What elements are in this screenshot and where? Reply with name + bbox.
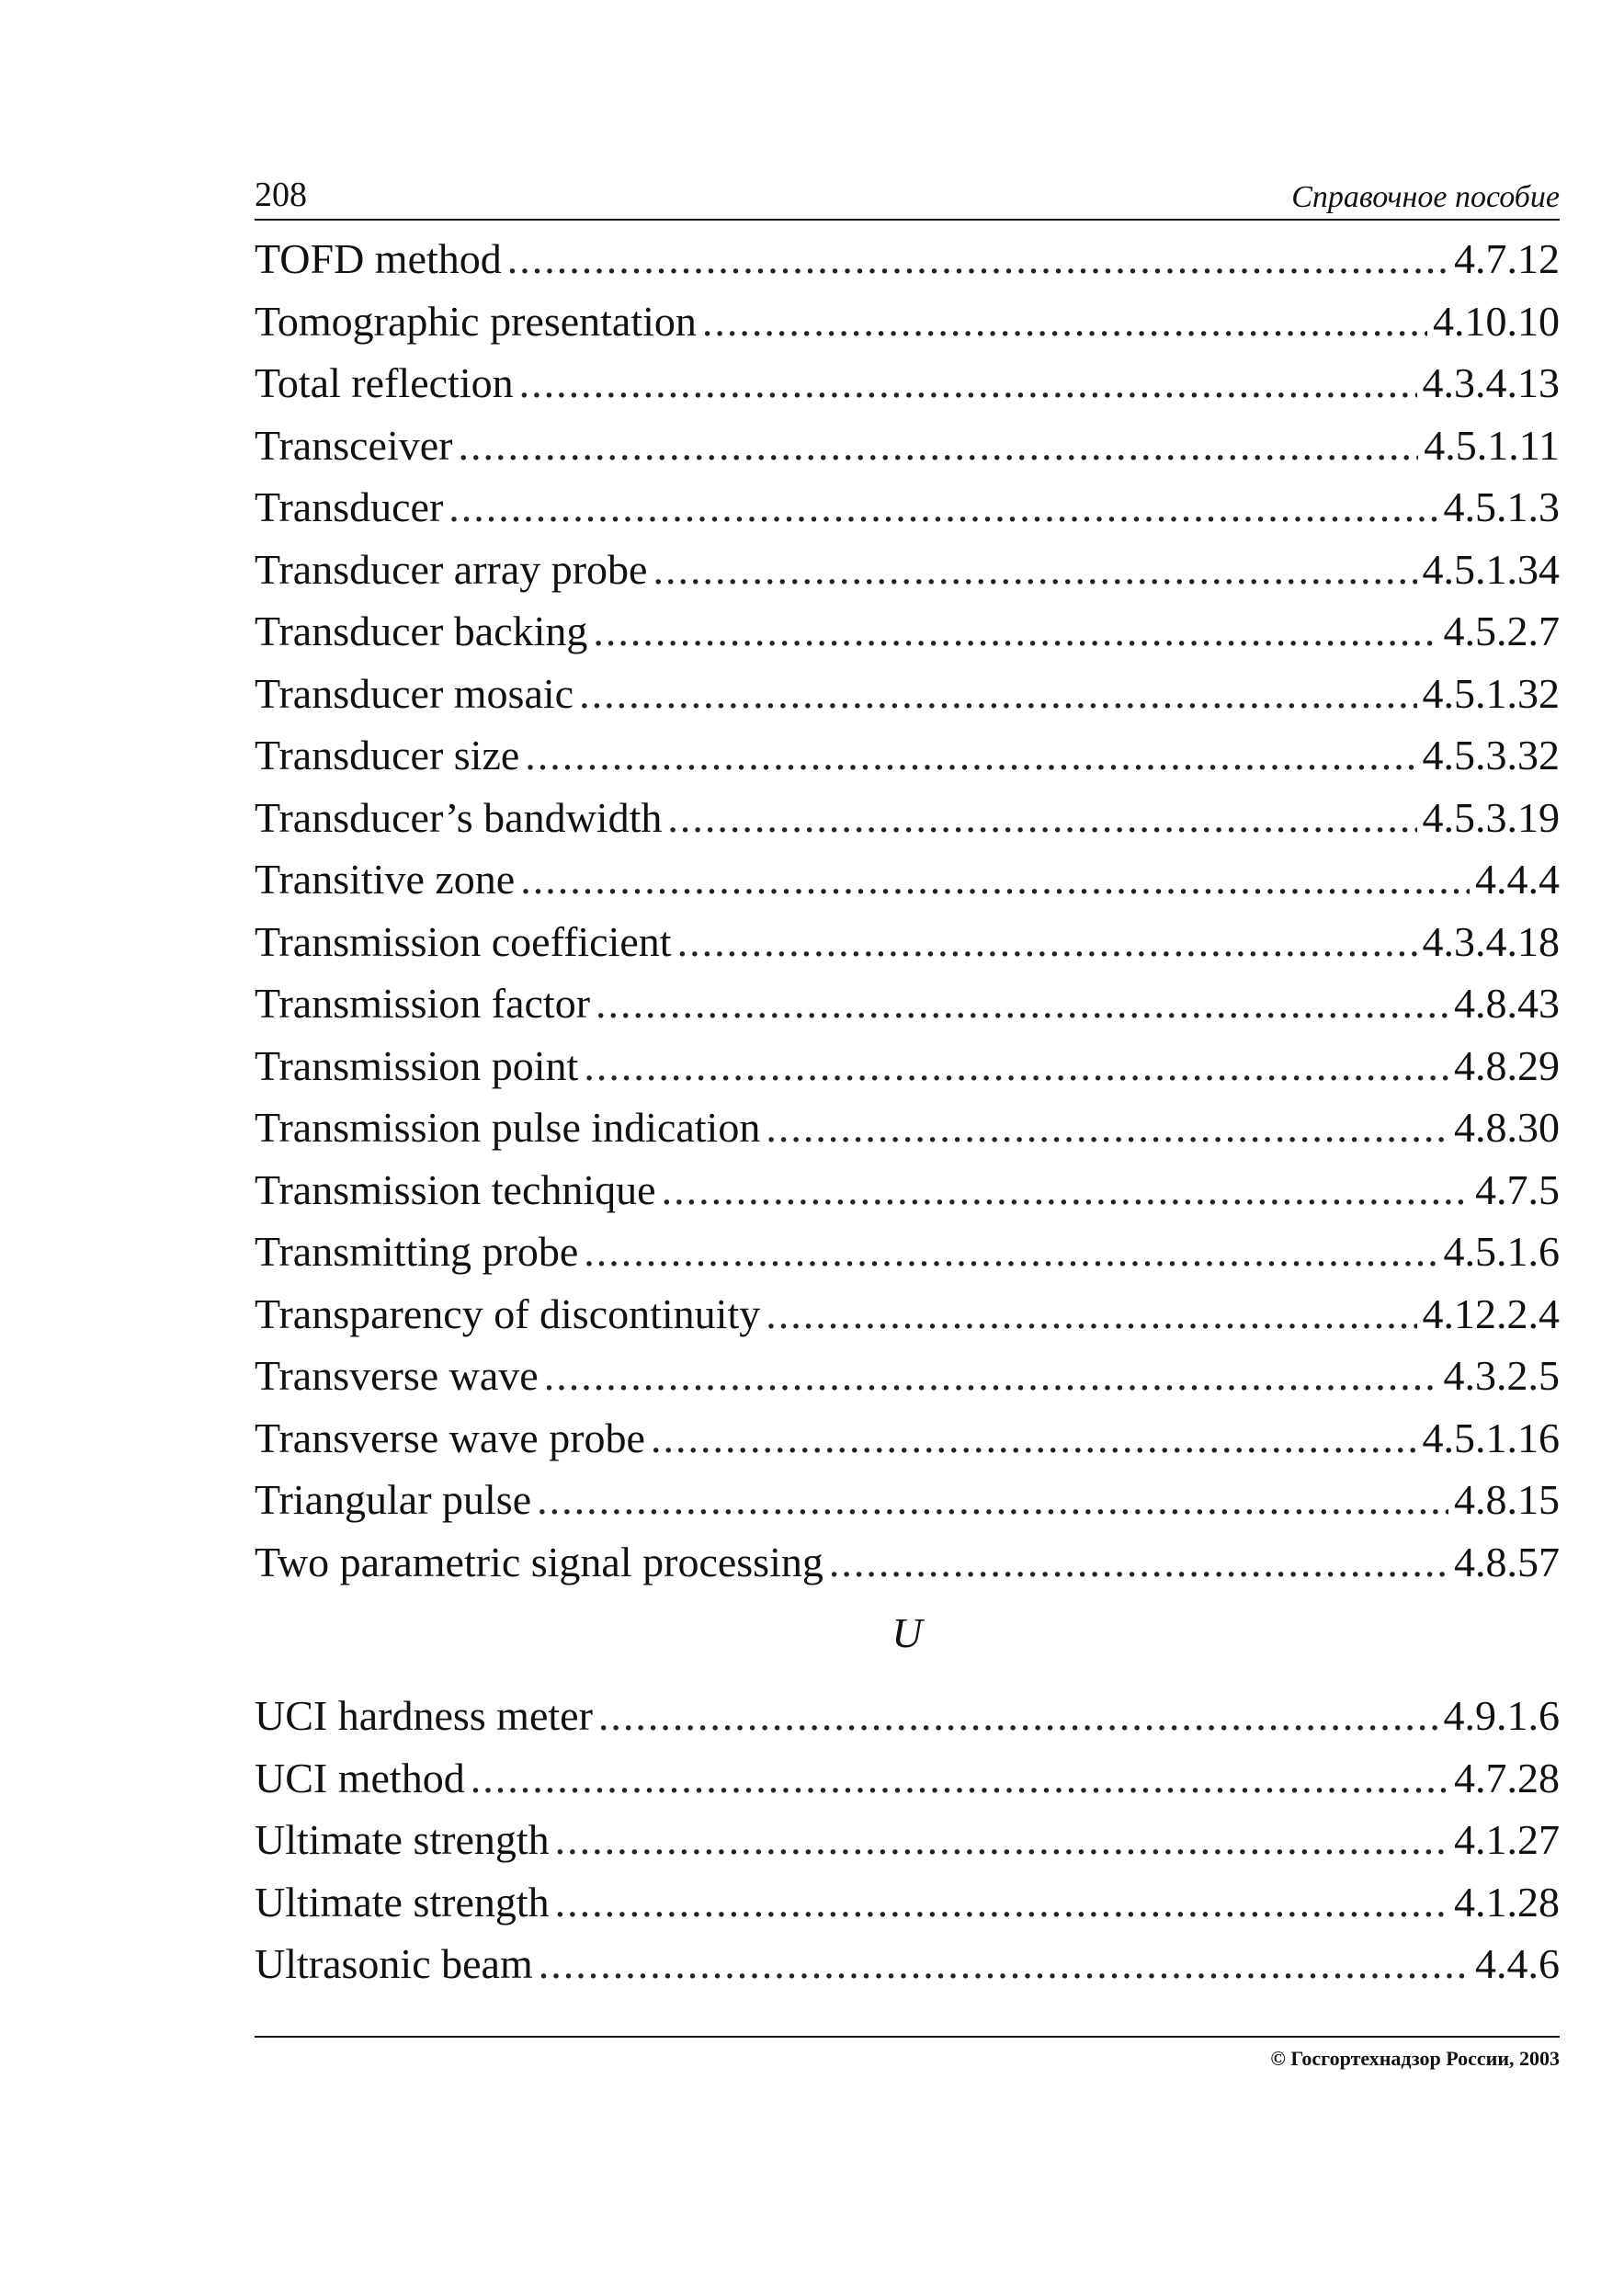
dot-leader bbox=[471, 1747, 1448, 1810]
entry-term: Transducer size bbox=[255, 732, 520, 778]
entry-reference: 4.9.1.6 bbox=[1443, 1692, 1560, 1739]
entry-term: TOFD method bbox=[255, 235, 502, 282]
index-entry bbox=[255, 911, 1560, 973]
dot-leader bbox=[829, 1531, 1448, 1594]
index-entry bbox=[255, 600, 1560, 663]
dot-leader bbox=[579, 663, 1416, 725]
entry-term: Transducer array probe bbox=[255, 545, 648, 593]
index-entry bbox=[255, 1407, 1560, 1470]
entry-term: Triangular pulse bbox=[255, 1476, 532, 1523]
entry-reference: 4.8.57 bbox=[1454, 1538, 1560, 1585]
index-entry bbox=[255, 1096, 1560, 1159]
index-group bbox=[255, 1685, 1560, 1995]
entry-reference: 4.4.4 bbox=[1475, 856, 1560, 903]
index-entry bbox=[255, 972, 1560, 1035]
dot-leader bbox=[598, 1685, 1438, 1747]
entry-term: Ultimate strength bbox=[255, 1878, 550, 1926]
entry-reference: 4.8.43 bbox=[1454, 980, 1560, 1027]
entry-reference: 4.7.12 bbox=[1454, 235, 1560, 282]
dot-leader bbox=[702, 290, 1427, 353]
entry-term: Transmitting probe bbox=[255, 1228, 579, 1275]
dot-leader bbox=[766, 1283, 1416, 1346]
dot-leader bbox=[449, 476, 1437, 539]
entry-term: Transmission pulse indication bbox=[255, 1104, 761, 1151]
dot-leader bbox=[596, 972, 1448, 1035]
index-entry bbox=[255, 1283, 1560, 1346]
dot-leader bbox=[667, 787, 1416, 849]
index-entry bbox=[255, 663, 1560, 725]
entry-term: Transducer bbox=[255, 483, 444, 530]
entry-term: UCI hardness meter bbox=[255, 1692, 593, 1739]
entry-term: Transmission technique bbox=[255, 1165, 656, 1213]
index-body bbox=[255, 228, 1560, 1995]
entry-reference: 4.12.2.4 bbox=[1422, 1290, 1560, 1337]
entry-reference: 4.5.3.19 bbox=[1422, 793, 1560, 841]
index-entry bbox=[255, 724, 1560, 787]
entry-reference: 4.3.4.13 bbox=[1422, 359, 1560, 406]
dot-leader bbox=[677, 911, 1417, 973]
section-title: Справочное пособие bbox=[1291, 180, 1560, 214]
entry-term: Transitive zone bbox=[255, 856, 516, 903]
index-entry bbox=[255, 539, 1560, 601]
footer-copyright: © Госгортехнадзор России, 2003 bbox=[255, 2036, 1560, 2071]
index-entry bbox=[255, 1035, 1560, 1097]
dot-leader bbox=[544, 1345, 1438, 1407]
dot-leader bbox=[525, 724, 1416, 787]
entry-reference: 4.5.1.16 bbox=[1422, 1414, 1560, 1461]
entry-term: Transceiver bbox=[255, 421, 453, 469]
dot-leader bbox=[537, 1469, 1448, 1531]
index-entry bbox=[255, 1809, 1560, 1871]
entry-term: Transmission point bbox=[255, 1041, 579, 1089]
index-entry bbox=[255, 1221, 1560, 1283]
entry-reference: 4.1.28 bbox=[1454, 1878, 1560, 1926]
page-number: 208 bbox=[255, 176, 307, 214]
entry-term: Ultrasonic beam bbox=[255, 1940, 533, 1987]
dot-leader bbox=[662, 1159, 1470, 1221]
index-entry bbox=[255, 787, 1560, 849]
entry-reference: 4.10.10 bbox=[1433, 297, 1560, 345]
entry-reference: 4.5.1.3 bbox=[1443, 483, 1560, 530]
entry-reference: 4.5.1.34 bbox=[1422, 545, 1560, 593]
entry-reference: 4.1.27 bbox=[1454, 1816, 1560, 1863]
entry-term: Total reflection bbox=[255, 359, 514, 406]
index-entry bbox=[255, 1871, 1560, 1934]
entry-reference: 4.8.29 bbox=[1454, 1041, 1560, 1089]
dot-leader bbox=[584, 1035, 1448, 1097]
entry-reference: 4.3.4.18 bbox=[1422, 917, 1560, 965]
dot-leader bbox=[555, 1809, 1448, 1871]
dot-leader bbox=[653, 539, 1416, 601]
entry-reference: 4.5.1.11 bbox=[1424, 421, 1560, 469]
index-entry bbox=[255, 415, 1560, 477]
entry-term: Tomographic presentation bbox=[255, 297, 697, 345]
index-entry bbox=[255, 1159, 1560, 1221]
running-head bbox=[255, 165, 1560, 221]
entry-reference: 4.4.6 bbox=[1475, 1940, 1560, 1987]
dot-leader bbox=[593, 600, 1437, 663]
index-entry bbox=[255, 1685, 1560, 1747]
entry-term: Transverse wave bbox=[255, 1352, 539, 1399]
entry-reference: 4.5.1.32 bbox=[1422, 669, 1560, 717]
index-entry bbox=[255, 1345, 1560, 1407]
dot-leader bbox=[458, 415, 1418, 477]
dot-leader bbox=[539, 1933, 1470, 1995]
entry-term: Transmission factor bbox=[255, 980, 591, 1027]
entry-term: Ultimate strength bbox=[255, 1816, 550, 1863]
entry-term: Transducer backing bbox=[255, 608, 588, 654]
entry-term: Two parametric signal processing bbox=[255, 1538, 823, 1585]
entry-term: Transparency of discontinuity bbox=[255, 1290, 761, 1337]
index-entry bbox=[255, 228, 1560, 290]
index-group bbox=[255, 228, 1560, 1593]
index-entry bbox=[255, 1747, 1560, 1810]
dot-leader bbox=[766, 1096, 1448, 1159]
entry-reference: 4.8.30 bbox=[1454, 1104, 1560, 1151]
dot-leader bbox=[555, 1871, 1448, 1934]
entry-term: Transmission coefficient bbox=[255, 917, 672, 965]
entry-reference: 4.8.15 bbox=[1454, 1476, 1560, 1523]
entry-term: Transducer’s bandwidth bbox=[255, 793, 663, 841]
entry-reference: 4.7.5 bbox=[1475, 1165, 1560, 1213]
entry-term: Transverse wave probe bbox=[255, 1414, 645, 1461]
index-entry bbox=[255, 1933, 1560, 1995]
dot-leader bbox=[507, 228, 1448, 290]
letter-divider: U bbox=[891, 1609, 923, 1656]
index-entry bbox=[255, 476, 1560, 539]
index-entry bbox=[255, 1469, 1560, 1531]
dot-leader bbox=[651, 1407, 1417, 1470]
index-entry bbox=[255, 290, 1560, 353]
entry-reference: 4.5.2.7 bbox=[1443, 608, 1560, 654]
entry-term: UCI method bbox=[255, 1754, 465, 1801]
dot-leader bbox=[520, 848, 1470, 911]
index-entry bbox=[255, 352, 1560, 415]
entry-reference: 4.3.2.5 bbox=[1443, 1352, 1560, 1399]
dot-leader bbox=[584, 1221, 1437, 1283]
index-entry bbox=[255, 848, 1560, 911]
entry-term: Transducer mosaic bbox=[255, 669, 574, 717]
entry-reference: 4.5.3.32 bbox=[1422, 732, 1560, 778]
index-entry bbox=[255, 1531, 1560, 1594]
index-page bbox=[255, 165, 1560, 1995]
entry-reference: 4.5.1.6 bbox=[1443, 1228, 1560, 1275]
dot-leader bbox=[519, 352, 1417, 415]
entry-reference: 4.7.28 bbox=[1454, 1754, 1560, 1801]
